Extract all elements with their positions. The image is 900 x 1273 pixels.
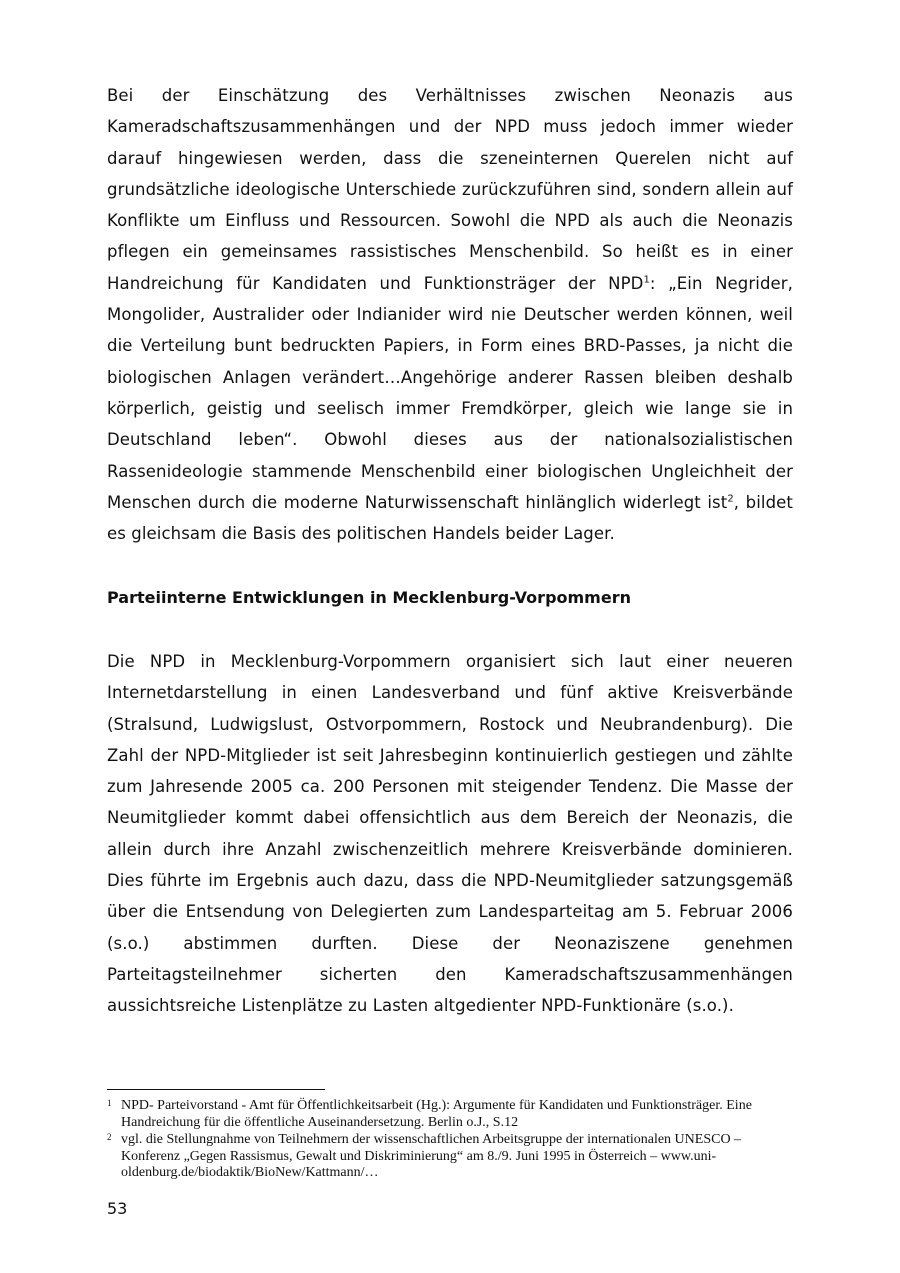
footnote-1 [107, 1098, 793, 1131]
footnote-ref-1[interactable]: 1 [643, 274, 650, 286]
paragraph-1-text-b: : „Ein Negrider, Mongolider, Australider oder Indianider wird nie Deutscher werden können, weil die Verteilung bunt bedruckten Papiers, in Form eines BRD-Passes, ja nicht die biologischen Anlagen verändert…Angehörige anderer Rassen bleiben deshalb körperlich, geistig und seelisch immer Fremdkörper, gleich wie lange sie in Deutschland leben“. Obwohl dieses aus der nationalsozialistischen Rassenideologie stammende Menschenbild einer biologischen Ungleichheit der Menschen durch die moderne Naturwissenschaft hinlänglich widerlegt ist [107, 273, 793, 512]
footnote-separator [107, 1089, 325, 1090]
paragraph-1-text-c: , bildet es gleichsam die Basis des politischen Handels beider Lager. [107, 492, 793, 544]
footnote-ref-2[interactable]: 2 [727, 493, 734, 505]
footnotes [107, 1098, 793, 1183]
section-heading: Parteiinterne Entwicklungen in Mecklenburg-Vorpommern [107, 588, 631, 607]
page-number: 53 [107, 1199, 128, 1218]
footnote-text: NPD- Parteivorstand - Amt für Öffentlichkeitsarbeit (Hg.): Argumente für Kandidaten und Funktionsträger. Eine Handreichung für die öffentliche Auseinandersetzung. Berlin o.J., S.12 [121, 1098, 752, 1130]
body-paragraph-2: Die NPD in Mecklenburg-Vorpommern organisiert sich laut einer neueren Internetdarstellung in einen Landesverband und fünf aktive Kreisverbände (Stralsund, Ludwigslust, Ostvorpommern, Rostock und Neubrandenburg). Die Zahl der NPD-Mitglieder ist seit Jahresbeginn kontinuierlich gestiegen und zählte zum Jahresende 2005 ca. 200 Personen mit steigender Tendenz. Die Masse der Neumitglieder kommt dabei offensichtlich aus dem Bereich der Neonazis, die allein durch ihre Anzahl zwischenzeitlich mehrere Kreisverbände dominieren. Dies führte im Ergebnis auch dazu, dass die NPD-Neumitglieder satzungsgemäß über die Entsendung von Delegierten zum Landesparteitag am 5. Februar 2006 (s.o.) abstimmen durften. Diese der Neonaziszene genehmen Parteitagsteilnehmer sicherten den Kameradschaftszusammenhängen aussichtsreiche Listenplätze zu Lasten altgedienter NPD-Funktionäre (s.o.). [107, 652, 793, 1016]
footnote-2 [107, 1132, 793, 1182]
body-paragraph-1 [107, 80, 793, 549]
footnote-number: 2 [107, 1132, 112, 1142]
footnote-number: 1 [107, 1098, 112, 1108]
paragraph-1-text-a: Bei der Einschätzung des Verhältnisses zwischen Neonazis aus Kameradschaftszusammenhängen und der NPD muss jedoch immer wieder darauf hingewiesen werden, dass die szeneinternen Querelen nicht auf grundsätzliche ideologische Unterschiede zurückzuführen sind, sondern allein auf Konflikte um Einfluss und Ressourcen. Sowohl die NPD als auch die Neonazis pflegen ein gemeinsames rassistisches Menschenbild. So heißt es in einer Handreichung für Kandidaten und Funktionsträger der NPD [107, 86, 793, 293]
footnote-text: vgl. die Stellungnahme von Teilnehmern der wissenschaftlichen Arbeitsgruppe der internationalen UNESCO – Konferenz „Gegen Rassismus, Gewalt und Diskriminierung“ am 8./9. Juni 1995 in Österreich – www.uni-oldenburg.de/biodaktik/BioNew/Kattmann/… [121, 1132, 742, 1180]
